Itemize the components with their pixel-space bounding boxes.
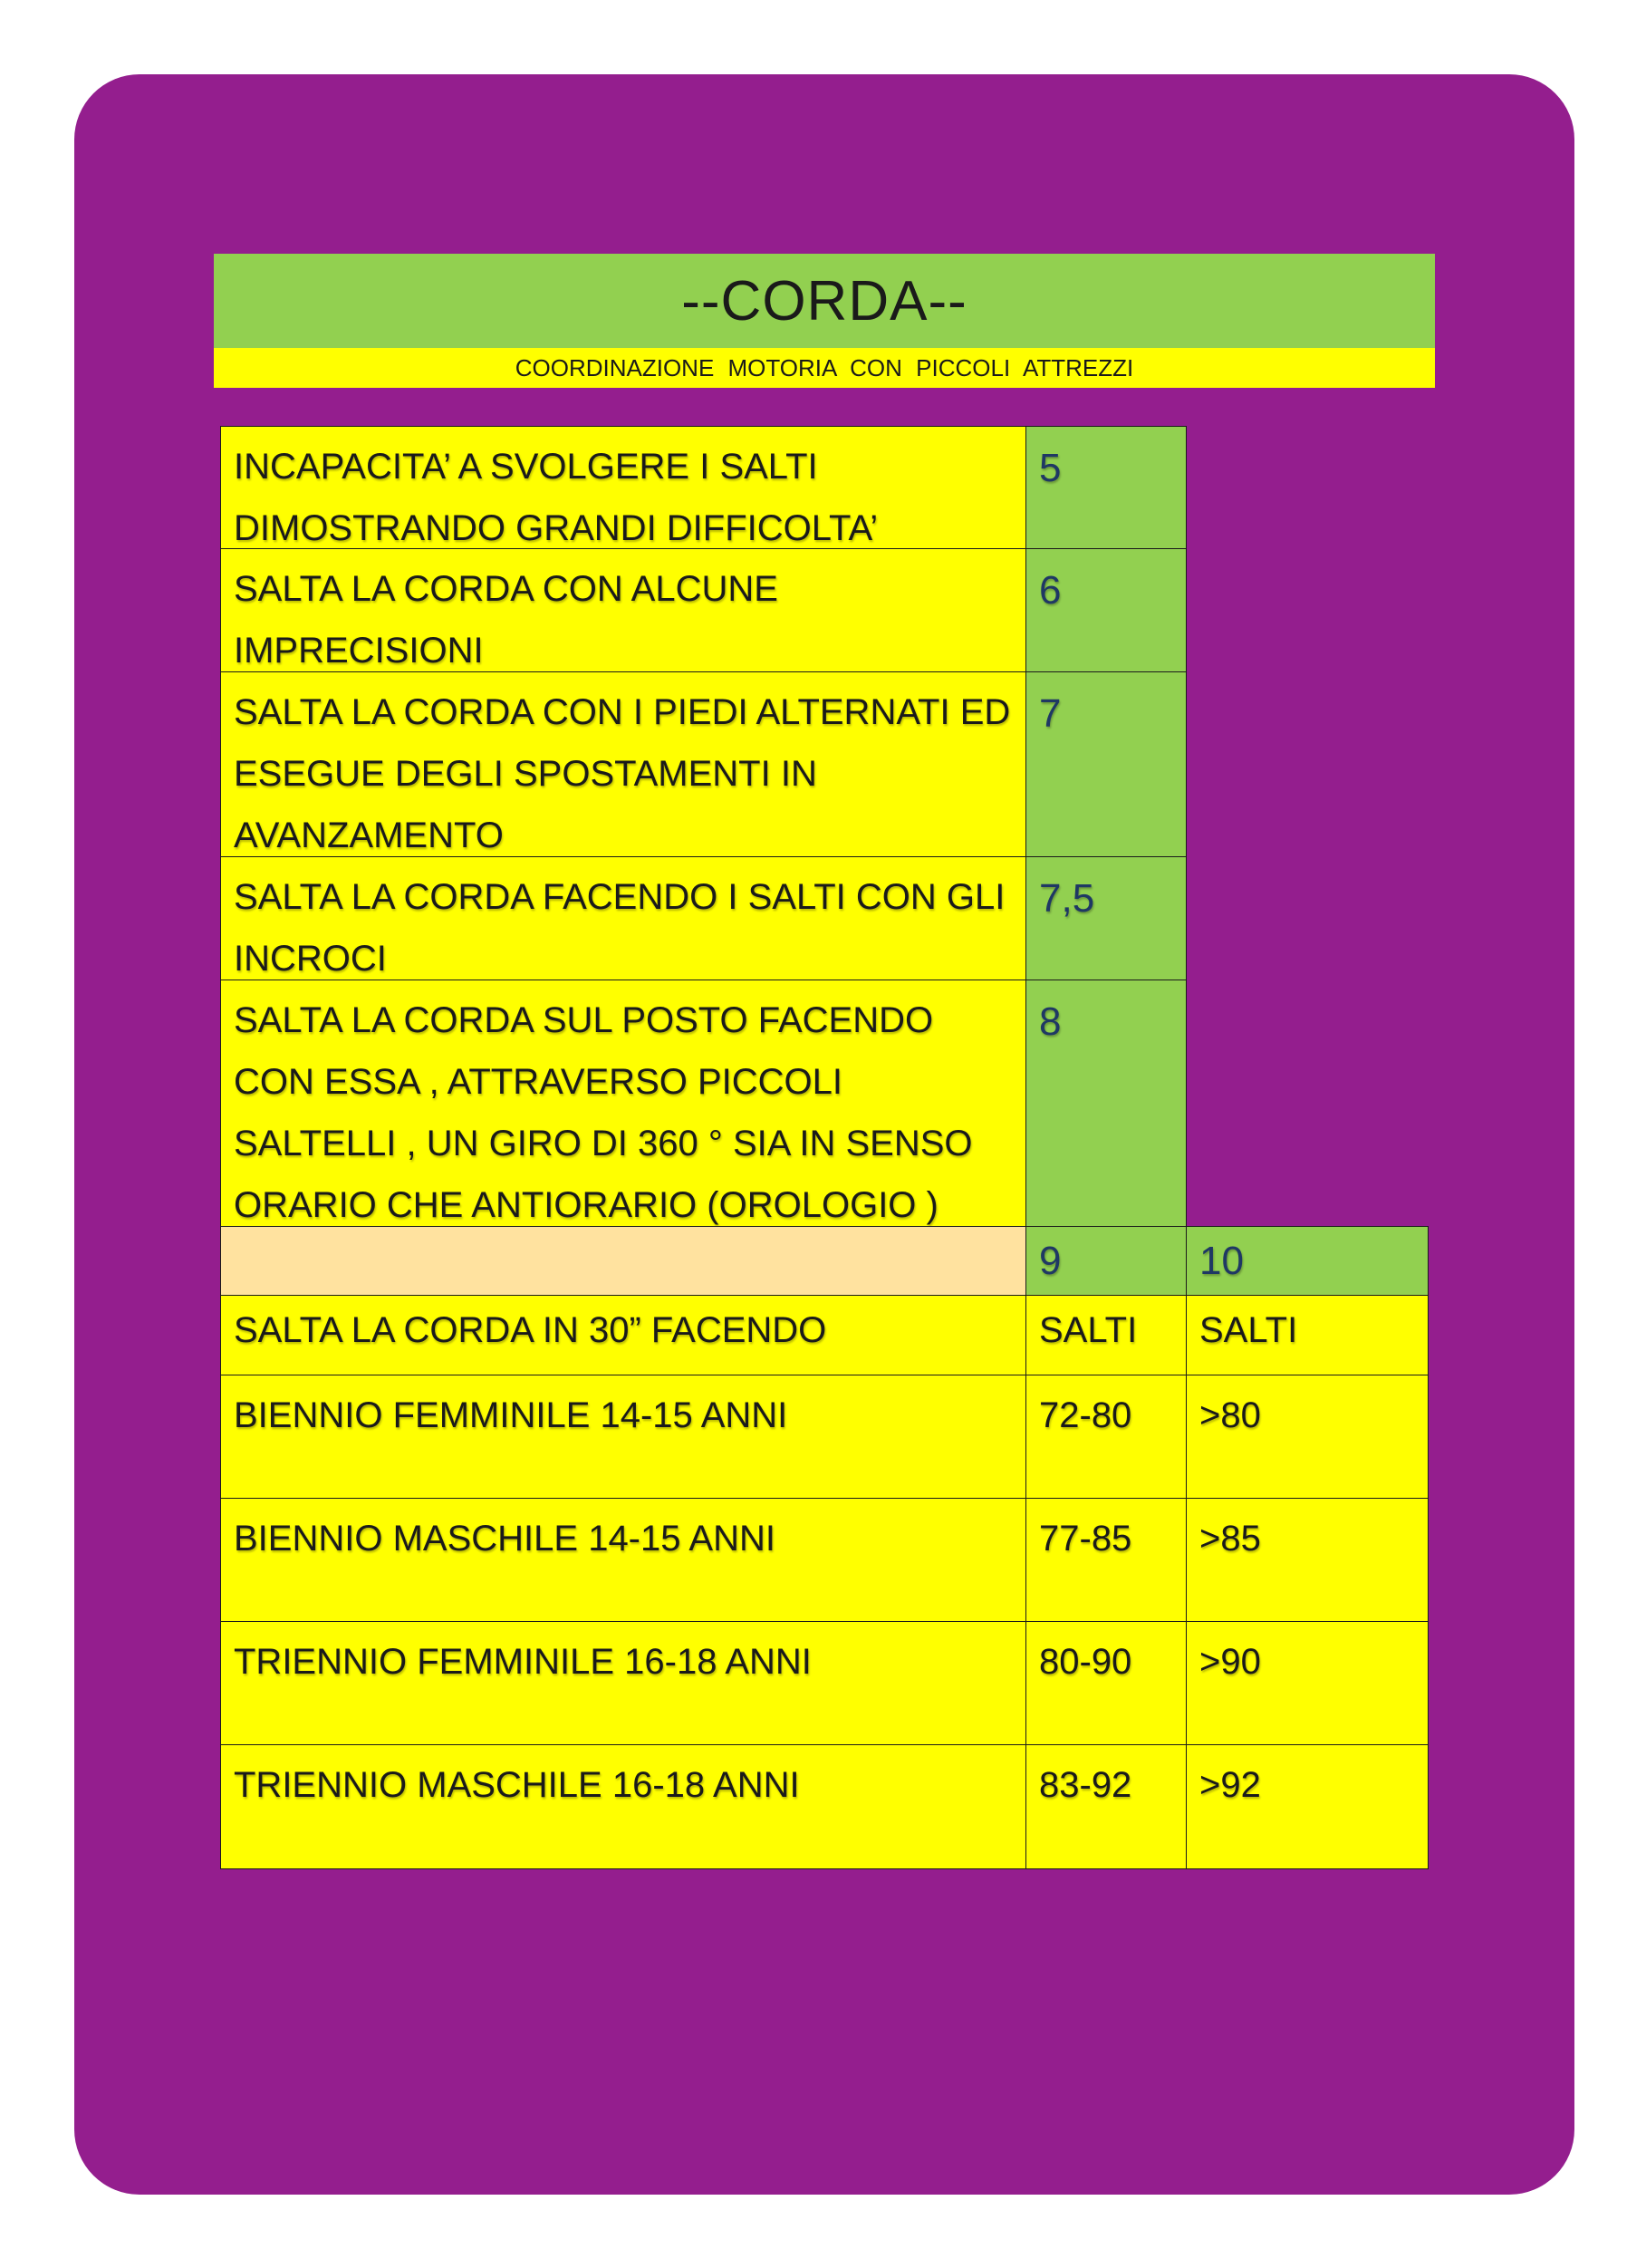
jumps-row-col10: >92 bbox=[1186, 1744, 1429, 1869]
page-title: --CORDA-- bbox=[214, 254, 1435, 348]
grade-row-score: 7,5 bbox=[1025, 856, 1187, 980]
jumps-row-col9: 72-80 bbox=[1025, 1375, 1187, 1499]
jumps-row-col10: >80 bbox=[1186, 1375, 1429, 1499]
grade-row-description: SALTA LA CORDA CON ALCUNE IMPRECISIONI bbox=[220, 548, 1027, 672]
grade-row-description: SALTA LA CORDA FACENDO I SALTI CON GLI INCROCI bbox=[220, 856, 1027, 980]
jumps-header-score-10: 10 bbox=[1186, 1226, 1429, 1296]
jumps-row-col9: 83-92 bbox=[1025, 1744, 1187, 1869]
grade-row-score: 6 bbox=[1025, 548, 1187, 672]
grade-row-score: 8 bbox=[1025, 980, 1187, 1227]
jumps-row-col10: >85 bbox=[1186, 1498, 1429, 1622]
jumps-header-blank bbox=[220, 1226, 1027, 1296]
grade-row-score: 5 bbox=[1025, 426, 1187, 549]
grade-row-score: 7 bbox=[1025, 671, 1187, 857]
jumps-row-group: BIENNIO FEMMINILE 14-15 ANNI bbox=[220, 1375, 1027, 1499]
jumps-intro-col9: SALTI bbox=[1025, 1295, 1187, 1375]
page-subtitle: COORDINAZIONE MOTORIA CON PICCOLI ATTREZZI bbox=[214, 348, 1435, 388]
jumps-header-score-9: 9 bbox=[1025, 1226, 1187, 1296]
jumps-row-group: TRIENNIO MASCHILE 16-18 ANNI bbox=[220, 1744, 1027, 1869]
jumps-row-group: BIENNIO MASCHILE 14-15 ANNI bbox=[220, 1498, 1027, 1622]
grade-row-description: SALTA LA CORDA CON I PIEDI ALTERNATI ED ESEGUE DEGLI SPOSTAMENTI IN AVANZAMENTO bbox=[220, 671, 1027, 857]
jumps-row-group: TRIENNIO FEMMINILE 16-18 ANNI bbox=[220, 1621, 1027, 1745]
jumps-intro-label: SALTA LA CORDA IN 30” FACENDO bbox=[220, 1295, 1027, 1375]
jumps-row-col10: >90 bbox=[1186, 1621, 1429, 1745]
jumps-row-col9: 77-85 bbox=[1025, 1498, 1187, 1622]
jumps-row-col9: 80-90 bbox=[1025, 1621, 1187, 1745]
grade-row-description: INCAPACITA’ A SVOLGERE I SALTI DIMOSTRANDO GRANDI DIFFICOLTA’ bbox=[220, 426, 1027, 549]
grade-row-description: SALTA LA CORDA SUL POSTO FACENDO CON ESSA , ATTRAVERSO PICCOLI SALTELLI , UN GIRO DI 360 ° SIA IN SENSO ORARIO CHE ANTIORARIO (OROLOGIO ) bbox=[220, 980, 1027, 1227]
jumps-intro-col10: SALTI bbox=[1186, 1295, 1429, 1375]
